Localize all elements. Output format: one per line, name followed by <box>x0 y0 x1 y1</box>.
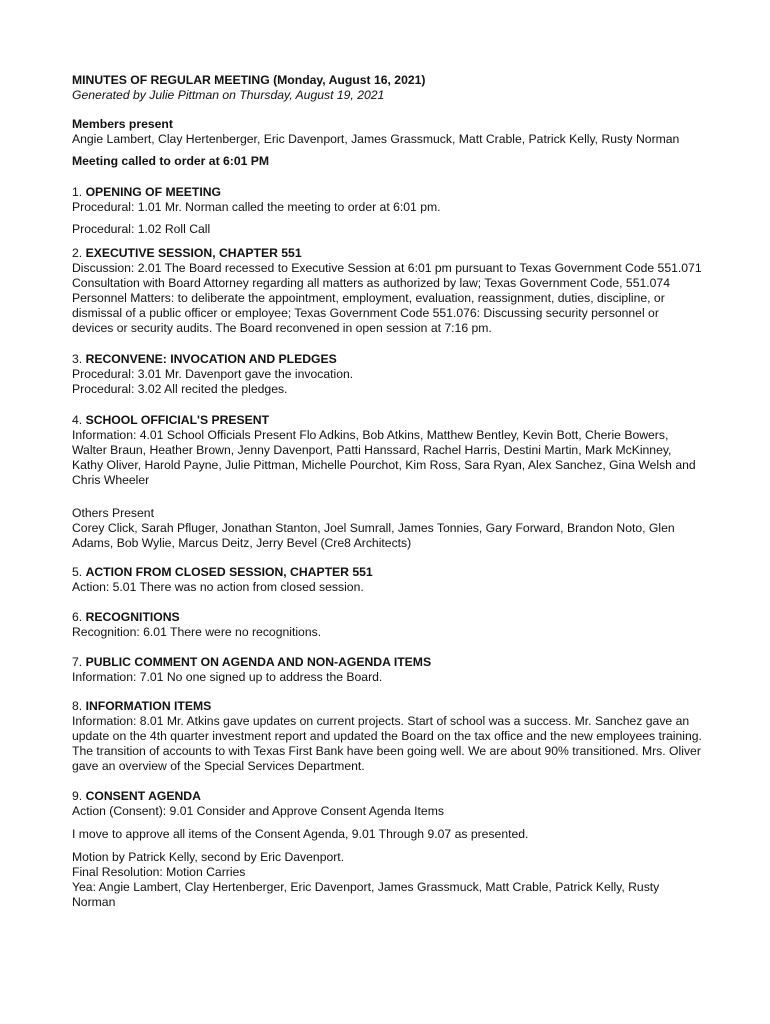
section-5-heading <box>72 565 702 580</box>
section-title: PUBLIC COMMENT ON AGENDA AND NON-AGENDA ITEMS <box>85 655 432 669</box>
section-number: 7. <box>72 655 83 669</box>
section-4-text: Information: 4.01 School Officials Present Flo Adkins, Bob Atkins, Matthew Bentley, Kevin Bott, Cherie Bowers, Walter Braun, Heather Brown, Jenny Davenport, Patti Hanssard, Rachel Harris, Destini Martin, Mark McKinney, Kathy Oliver, Harold Payne, Julie Pittman, Michelle Pourchot, Kim Ross, Sara Ryan, Alex Sanchez, Gina Welsh and Chris Wheeler <box>72 428 696 487</box>
section-2-text: Discussion: 2.01 The Board recessed to Executive Session at 6:01 pm pursuant to Texas Government Code 551.071 Consultation with Board Attorney regarding all matters as authorized by law; Texas Government Code, 551.074 Personnel Matters: to deliberate the appointment, employment, evaluation, reassignment, duties, discipline, or dismissal of a public officer or employee; Texas Government Code 551.076: Discussing security personnel or devices or security audits. The Board reconvened in open session at 7:16 pm. <box>72 261 702 335</box>
section-title: ACTION FROM CLOSED SESSION, CHAPTER 551 <box>85 565 373 579</box>
minutes-content <box>72 73 702 910</box>
section-title: CONSENT AGENDA <box>85 789 201 803</box>
section-title: RECONVENE: INVOCATION AND PLEDGES <box>85 352 337 366</box>
section-9-heading <box>72 789 702 804</box>
section-5-item-1: Action: 5.01 There was no action from closed session. <box>72 580 364 594</box>
document-title: MINUTES OF REGULAR MEETING (Monday, August 16, 2021) <box>72 73 426 87</box>
motion-text: I move to approve all items of the Consent Agenda, 9.01 Through 9.07 as presented. <box>72 827 529 841</box>
section-title: OPENING OF MEETING <box>85 185 221 199</box>
section-2-heading <box>72 246 702 261</box>
section-8-heading <box>72 699 702 714</box>
section-number: 2. <box>72 246 83 260</box>
section-title: EXECUTIVE SESSION, CHAPTER 551 <box>85 246 302 260</box>
others-present-list: Corey Click, Sarah Pfluger, Jonathan Stanton, Joel Sumrall, James Tonnies, Gary Forward, Brandon Noto, Glen Adams, Bob Wylie, Marcus Deitz, Jerry Bevel (Cre8 Architects) <box>72 521 675 550</box>
section-3-heading <box>72 352 702 367</box>
section-3-item-1: Procedural: 3.01 Mr. Davenport gave the invocation. <box>72 367 354 381</box>
members-heading: Members present <box>72 117 173 131</box>
section-3-item-2: Procedural: 3.02 All recited the pledges. <box>72 382 288 396</box>
section-9-item-1: Action (Consent): 9.01 Consider and Approve Consent Agenda Items <box>72 804 444 818</box>
section-6-heading <box>72 610 702 625</box>
section-number: 5. <box>72 565 83 579</box>
section-1-item-2: Procedural: 1.02 Roll Call <box>72 222 211 236</box>
section-7-heading <box>72 655 702 670</box>
section-title: INFORMATION ITEMS <box>85 699 212 713</box>
section-1-item-1: Procedural: 1.01 Mr. Norman called the meeting to order at 6:01 pm. <box>72 200 441 214</box>
section-1-heading <box>72 185 702 200</box>
section-number: 3. <box>72 352 83 366</box>
section-number: 8. <box>72 699 83 713</box>
others-present-heading: Others Present <box>72 506 154 520</box>
section-title: SCHOOL OFFICIAL'S PRESENT <box>85 413 270 427</box>
section-6-item-1: Recognition: 6.01 There were no recognitions. <box>72 625 322 639</box>
section-number: 1. <box>72 185 83 199</box>
section-number: 9. <box>72 789 83 803</box>
section-title: RECOGNITIONS <box>85 610 180 624</box>
final-resolution: Final Resolution: Motion Carries <box>72 865 246 879</box>
yea-votes: Yea: Angie Lambert, Clay Hertenberger, Eric Davenport, James Grassmuck, Matt Crable, Patrick Kelly, Rusty Norman <box>72 880 660 909</box>
section-number: 6. <box>72 610 83 624</box>
motion-by: Motion by Patrick Kelly, second by Eric Davenport. <box>72 850 345 864</box>
members-list: Angie Lambert, Clay Hertenberger, Eric Davenport, James Grassmuck, Matt Crable, Patrick Kelly, Rusty Norman <box>72 132 680 146</box>
section-number: 4. <box>72 413 83 427</box>
section-8-text: Information: 8.01 Mr. Atkins gave updates on current projects. Start of school was a success. Mr. Sanchez gave an update on the 4th quarter investment report and updated the Board on the tax office and the new employees training. The transition of accounts to with Texas First Bank have been going well. We are about 90% transitioned. Mrs. Oliver gave an overview of the Special Services Department. <box>72 714 702 773</box>
generated-by-line: Generated by Julie Pittman on Thursday, August 19, 2021 <box>72 88 385 102</box>
called-to-order: Meeting called to order at 6:01 PM <box>72 154 270 168</box>
section-4-heading <box>72 413 702 428</box>
section-7-item-1: Information: 7.01 No one signed up to address the Board. <box>72 670 383 684</box>
